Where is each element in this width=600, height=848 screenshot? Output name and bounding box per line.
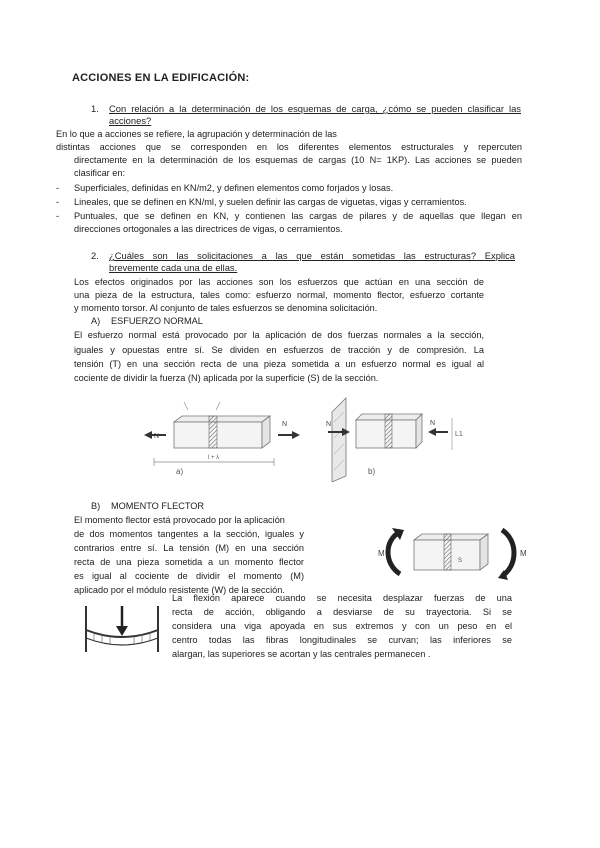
normal-stress-figure [140,392,470,482]
bending-moment-figure [370,518,530,588]
figure-b-n-right: N [430,420,436,427]
flexion-line1: La flexión aparece cuando se necesita desplazar fuerzas de una [172,593,512,603]
figure-a-n-right: N [282,421,288,428]
page-title: ACCIONES EN LA EDIFICACIÓN: [72,72,250,84]
bullet-lineales: Lineales, que se definen en KN/ml, y suelen definir las cargas de viguetas, vigas y cerramientos. [74,197,467,207]
section-a-line2: iguales y opuestas entre sí. Se dividen en esfuerzos de tracción y de compresión. La [74,345,484,355]
bullet-mark: - [56,183,60,193]
answer-2-line2: una pieza de la estructura, tales como: esfuerzo normal, momento flector, esfuerzo cortante [74,290,484,300]
figure-a-length: l + λ [208,455,220,461]
figure-a-label: a) [176,467,184,476]
bar-b [328,398,452,482]
section-a-heading: ESFUERZO NORMAL [111,316,203,326]
bullet-puntuales-line2: direcciones ortogonales a las directrices de vigas, o cerramientos. [74,224,343,234]
section-b-label: B) [91,501,101,511]
section-b-line6: aplicado por el módulo resistente (W) de la sección. [74,585,285,595]
section-b-line5: es igual al cociente de dividir el momento (M) [74,571,304,581]
flexion-line4: centro todas las fibras longitudinales se curvan; las inferiores se [172,635,512,645]
answer-1-line4: clasificar en: [74,168,126,178]
figure-b-dimension: L1 [455,431,463,438]
section-b-line1: El momento flector está provocado por la aplicación [74,515,285,525]
flexion-line2: recta de acción, obligando a desviarse de su trayectoria. Si se [172,607,512,617]
question-1-line2: acciones? [109,115,152,126]
flexion-line5: alargan, las superiores se acortan y las centrales permanecen . [172,649,431,659]
section-a-line4: cociente de dividir la fuerza (N) aplicada por la superficie (S) de la sección. [74,373,379,383]
fig-m-left: M [378,549,385,558]
section-a-line1: El esfuerzo normal está provocado por la aplicación de dos fuerzas normales a la sección, [74,330,484,340]
answer-1-line1: En lo que a acciones se refiere, la agrupación y determinación de las [56,129,337,139]
answer-1-line3: directamente en la determinación de los esquemas de cargas (10 N= 1KP). Las acciones se pueden [74,155,522,165]
bullet-puntuales-line1: Puntuales, que se definen en KN, y contienen las cargas de pilares y de aquellas que llegan en [74,211,522,221]
question-2-number: 2. [91,250,99,261]
question-2-line1: ¿Cuáles son las solicitaciones a las que están sometidas las estructuras? Explica [109,250,515,261]
question-1-number: 1. [91,103,99,114]
answer-2-line1: Los efectos originados por las acciones son los esfuerzos que actúan en una sección de [74,277,484,287]
section-b-heading: MOMENTO FLECTOR [111,501,205,511]
section-b-line2: de dos momentos tangentes a la sección, iguales y [74,529,304,539]
question-1-line1: Con relación a la determinación de los esquemas de carga, ¿cómo se pueden clasificar las [109,103,521,114]
figure-b-label: b) [368,467,376,476]
flexion-beam-figure [82,600,164,654]
question-2-line2: brevemente cada una de ellas. [109,262,238,273]
answer-2-line3: y momento torsor. Al conjunto de tales esfuerzos se denomina solicitación. [74,303,378,313]
section-a-label: A) [91,316,101,326]
bullet-mark: - [56,197,60,207]
section-b-line4: recta de una pieza sometida a un momento flector [74,557,304,567]
flexion-line3: considera una viga apoyada en sus extremos y con un peso en el [172,621,512,631]
answer-1-line2: distintas acciones que se corresponden en los diferentes elementos estructurales y repercuten [56,142,522,152]
bullet-superficiales: Superficiales, definidas en KN/m2, y definen elementos como forjados y losas. [74,183,394,193]
figure-a-n-left: N [154,433,160,440]
bullet-mark: - [56,211,60,221]
figure-b-n-left: N [326,421,332,428]
fig-m-right: M [520,549,527,558]
section-a-line3: tensión (T) en una sección recta de una pieza sometida a un esfuerzo normal es igual al [74,359,484,369]
bar-a [144,402,300,466]
fig-s-label: S [458,558,463,564]
section-b-line3: contrarios entre sí. La tensión (M) en una sección [74,543,304,553]
